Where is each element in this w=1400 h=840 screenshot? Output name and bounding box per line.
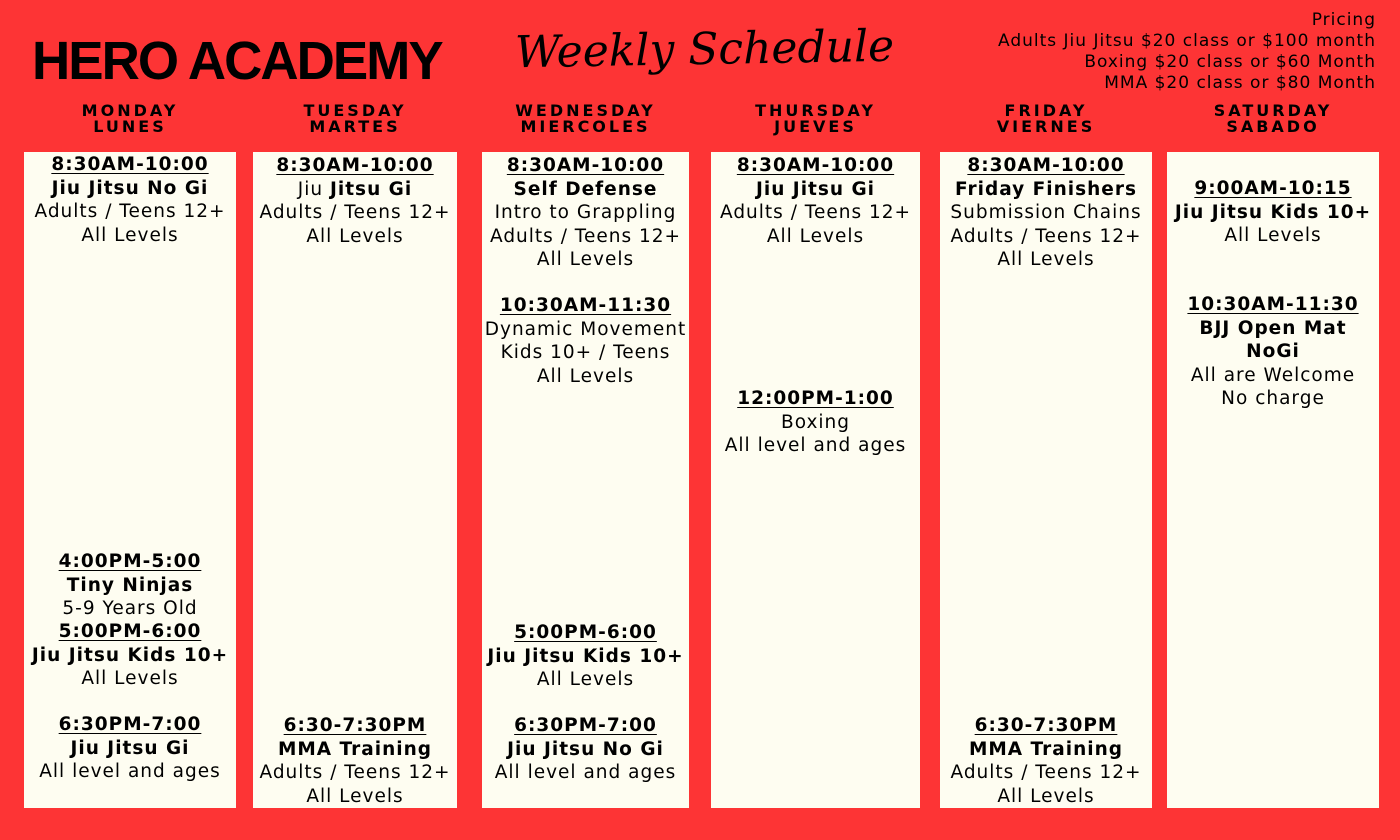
- class-detail: Dynamic Movement: [484, 318, 687, 340]
- day-name-es: SABADO: [1226, 117, 1320, 136]
- class-block: [1167, 293, 1379, 411]
- class-title: Jiu Jitsu Kids 10+: [1174, 201, 1372, 223]
- pricing-line: Boxing $20 class or $60 Month: [1084, 52, 1376, 72]
- class-time: 5:00PM-6:00: [58, 621, 202, 642]
- class-title: BJJ Open Mat: [1199, 317, 1347, 339]
- class-time: 4:00PM-5:00: [58, 551, 202, 572]
- class-detail: All Levels: [536, 365, 635, 387]
- class-detail: All level and ages: [724, 435, 907, 456]
- class-detail: All Levels: [81, 668, 179, 689]
- pricing-panel: [998, 10, 1376, 94]
- class-detail: All are Welcome: [1190, 364, 1356, 386]
- class-detail: All Levels: [1224, 225, 1322, 246]
- class-time: 6:30PM-7:00: [514, 715, 657, 736]
- class-block: [711, 154, 920, 248]
- class-time: 9:00AM-10:15: [1194, 178, 1352, 199]
- schedule-column-friday: [940, 152, 1152, 808]
- class-detail: Adults / Teens 12+: [259, 202, 451, 223]
- class-detail: Adults / Teens 12+: [719, 202, 912, 223]
- day-header-thursday: [711, 103, 920, 135]
- class-time: 8:30AM-10:00: [276, 155, 434, 176]
- schedule-column-monday: [24, 152, 236, 808]
- day-header-saturday: [1167, 103, 1379, 135]
- day-name-es: JUEVES: [774, 117, 857, 136]
- class-detail: All Levels: [81, 224, 179, 246]
- class-title: MMA Training: [277, 738, 433, 760]
- class-title: MMA Training: [968, 738, 1124, 760]
- day-header-tuesday: [253, 103, 457, 135]
- class-detail: Intro to Grappling: [494, 202, 677, 223]
- class-time: 10:30AM-11:30: [1187, 294, 1359, 315]
- class-time: 6:30-7:30PM: [974, 715, 1118, 736]
- class-detail: Submission Chains: [950, 202, 1142, 223]
- day-header-wednesday: [482, 103, 689, 135]
- schedule-column-thursday: [711, 152, 920, 808]
- class-title: Jiu Jitsu No Gi: [507, 738, 664, 760]
- class-time: 12:00PM-1:00: [737, 388, 894, 409]
- class-title: Jiu Jitsu Gi: [755, 178, 876, 200]
- pricing-line: Adults Jiu Jitsu $20 class or $100 month: [998, 31, 1376, 51]
- class-title-line2: NoGi: [1246, 341, 1300, 362]
- class-block: [940, 154, 1152, 272]
- schedule-column-tuesday: [253, 152, 457, 808]
- class-block: [24, 620, 236, 691]
- class-detail: All level and ages: [494, 762, 677, 783]
- class-detail: All Levels: [997, 249, 1095, 270]
- class-title: Self Defense: [513, 178, 658, 200]
- class-detail: Kids 10+ / Teens: [500, 342, 671, 363]
- schedule-subtitle: Weekly Schedule: [514, 20, 895, 79]
- class-detail: All level and ages: [39, 761, 221, 782]
- pricing-label: Pricing: [1311, 10, 1376, 30]
- class-block: [940, 714, 1152, 808]
- class-time: 8:30AM-10:00: [736, 155, 895, 176]
- class-detail: All Levels: [766, 225, 865, 247]
- day-name-es: LUNES: [93, 117, 167, 136]
- class-detail: All Levels: [306, 785, 404, 807]
- day-name-es: MARTES: [309, 117, 401, 136]
- class-block: [482, 714, 689, 785]
- class-block: [482, 154, 689, 272]
- class-title: Tiny Ninjas: [66, 574, 194, 596]
- day-header-monday: [24, 103, 236, 135]
- class-title: Jiu Jitsu Kids 10+: [487, 645, 684, 667]
- day-name-en: WEDNESDAY: [515, 101, 656, 120]
- class-title: Friday Finishers: [955, 178, 1137, 200]
- schedule-column-saturday: [1167, 152, 1379, 808]
- day-header-friday: [940, 103, 1152, 135]
- class-time: 6:30-7:30PM: [283, 715, 427, 736]
- class-time: 6:30PM-7:00: [58, 714, 202, 735]
- class-detail: Adults / Teens 12+: [489, 225, 682, 247]
- class-title-plain: Jiu: [297, 178, 330, 200]
- class-detail: All Levels: [536, 249, 635, 270]
- day-name-en: MONDAY: [81, 101, 179, 120]
- class-time: 8:30AM-10:00: [967, 155, 1125, 176]
- class-time: 8:30AM-10:00: [506, 155, 665, 176]
- class-block: [24, 550, 236, 621]
- day-name-en: FRIDAY: [1004, 101, 1088, 120]
- class-title: Jitsu Gi: [329, 178, 413, 200]
- class-detail: Adults / Teens 12+: [34, 201, 226, 222]
- class-block: [482, 621, 689, 692]
- class-time: 8:30AM-10:00: [51, 154, 209, 175]
- day-name-es: MIERCOLES: [520, 117, 651, 136]
- class-detail: Adults / Teens 12+: [950, 225, 1142, 247]
- day-name-en: SATURDAY: [1213, 101, 1333, 120]
- class-title: Jiu Jitsu Gi: [70, 737, 190, 759]
- class-detail: All Levels: [536, 669, 635, 690]
- class-block: [253, 714, 457, 808]
- class-detail: No charge: [1221, 388, 1325, 409]
- class-detail: Adults / Teens 12+: [950, 762, 1142, 783]
- class-block: [24, 713, 236, 784]
- class-time: 10:30AM-11:30: [499, 295, 672, 316]
- day-name-en: THURSDAY: [755, 101, 876, 120]
- day-name-en: TUESDAY: [303, 101, 407, 120]
- class-block: [24, 153, 236, 247]
- class-block: [711, 387, 920, 458]
- class-detail: All Levels: [997, 785, 1095, 807]
- academy-title: HERO ACADEMY: [32, 31, 442, 91]
- class-block: [253, 154, 457, 248]
- class-time: 5:00PM-6:00: [514, 622, 657, 643]
- class-detail: All Levels: [306, 225, 404, 247]
- class-title: Jiu Jitsu Kids 10+: [31, 644, 229, 666]
- class-detail: Boxing: [781, 411, 850, 433]
- class-detail: Adults / Teens 12+: [259, 762, 451, 783]
- class-detail: 5-9 Years Old: [62, 598, 198, 619]
- day-name-es: VIERNES: [996, 117, 1096, 136]
- class-block: [482, 294, 689, 388]
- class-title: Jiu Jitsu No Gi: [51, 177, 209, 199]
- pricing-line: MMA $20 class or $80 Month: [1104, 73, 1376, 93]
- class-title-row: [253, 178, 457, 202]
- class-block: [1167, 177, 1379, 248]
- schedule-column-wednesday: [482, 152, 689, 808]
